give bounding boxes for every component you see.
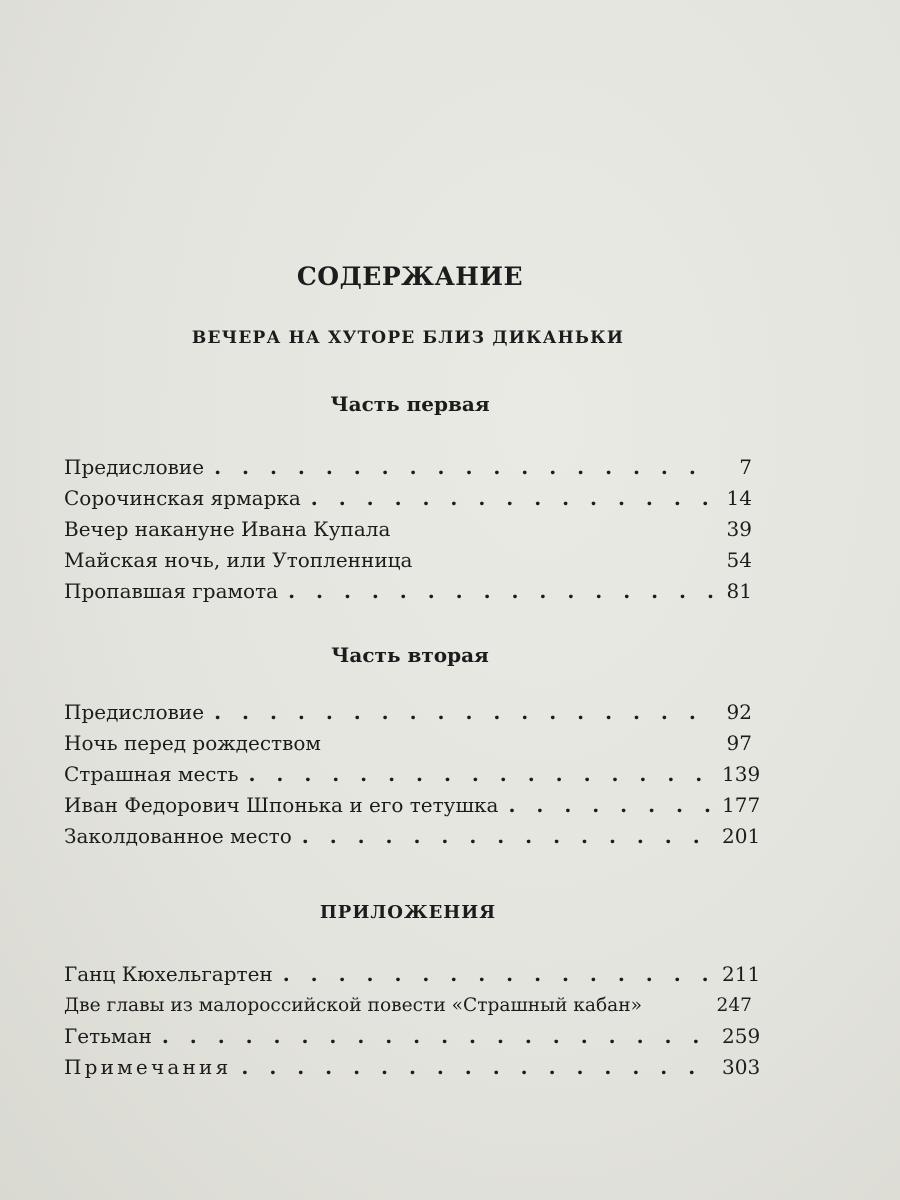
entry-page: 14 bbox=[726, 486, 752, 510]
part-one-list bbox=[64, 452, 752, 607]
entry-page: 97 bbox=[726, 731, 752, 755]
entry-page: 92 bbox=[726, 700, 752, 724]
entry-title: Вечер накануне Ивана Купала bbox=[64, 517, 391, 541]
entry-title: Ганц Кюхельгартен bbox=[64, 962, 273, 986]
appendix-heading: ПРИЛОЖЕНИЯ bbox=[319, 902, 497, 923]
part-two-heading: Часть вторая bbox=[331, 643, 489, 667]
toc-entry[interactable] bbox=[64, 959, 761, 990]
leader-dots bbox=[162, 1021, 714, 1052]
entry-title: Страшная месть bbox=[64, 762, 239, 786]
leader-dots bbox=[311, 483, 714, 514]
toc-entry[interactable] bbox=[64, 790, 761, 821]
entry-page: 177 bbox=[722, 793, 761, 817]
entry-title: Гетьман bbox=[64, 1024, 152, 1048]
entry-page: 259 bbox=[722, 1024, 761, 1048]
leader-dots bbox=[214, 452, 714, 483]
entry-title: Майская ночь, или Утопленница bbox=[64, 548, 413, 572]
leader-dots bbox=[302, 821, 714, 852]
toc-entry[interactable] bbox=[64, 759, 761, 790]
leader-dots bbox=[241, 1052, 714, 1083]
toc-entry[interactable] bbox=[64, 545, 752, 576]
entry-page: 211 bbox=[722, 962, 761, 986]
leader-dots bbox=[508, 790, 714, 821]
entry-title: Предисловие bbox=[64, 455, 205, 479]
toc-entry[interactable] bbox=[64, 514, 752, 545]
leader-dots bbox=[288, 576, 714, 607]
book-title: ВЕЧЕРА НА ХУТОРЕ БЛИЗ ДИКАНЬКИ bbox=[191, 328, 625, 348]
entry-page: 303 bbox=[722, 1055, 761, 1079]
toc-entry[interactable] bbox=[64, 728, 752, 759]
entry-title: Сорочинская ярмарка bbox=[64, 486, 301, 510]
entry-page: 54 bbox=[726, 548, 752, 572]
leader-dots bbox=[248, 759, 714, 790]
toc-entry[interactable] bbox=[64, 990, 752, 1021]
toc-entry[interactable] bbox=[64, 697, 752, 728]
entry-title: Ночь перед рождеством bbox=[64, 731, 321, 755]
entry-page: 7 bbox=[739, 455, 752, 479]
page-title: СОДЕРЖАНИЕ bbox=[296, 262, 524, 291]
part-two-list bbox=[64, 697, 761, 852]
entry-page: 247 bbox=[716, 995, 752, 1016]
part-one-heading: Часть первая bbox=[330, 392, 490, 416]
toc-entry[interactable] bbox=[64, 483, 752, 514]
appendix-list bbox=[64, 959, 761, 1083]
toc-entry[interactable] bbox=[64, 452, 752, 483]
leader-dots bbox=[283, 959, 714, 990]
entry-title: Иван Федорович Шпонька и его тетушка bbox=[64, 793, 499, 817]
toc-entry[interactable] bbox=[64, 1021, 761, 1052]
toc-entry[interactable] bbox=[64, 576, 752, 607]
toc-entry[interactable] bbox=[64, 821, 761, 852]
entry-title: Пропавшая грамота bbox=[64, 579, 279, 603]
toc-entry[interactable] bbox=[64, 1052, 761, 1083]
entry-page: 81 bbox=[726, 579, 752, 603]
entry-page: 201 bbox=[722, 824, 761, 848]
entry-page: 39 bbox=[726, 517, 752, 541]
entry-title: Примечания bbox=[64, 1055, 232, 1079]
entry-page: 139 bbox=[722, 762, 761, 786]
entry-title: Предисловие bbox=[64, 700, 205, 724]
entry-title: Две главы из малороссийской повести «Страшный кабан» bbox=[64, 995, 643, 1016]
leader-dots bbox=[214, 697, 714, 728]
entry-title: Заколдованное место bbox=[64, 824, 292, 848]
